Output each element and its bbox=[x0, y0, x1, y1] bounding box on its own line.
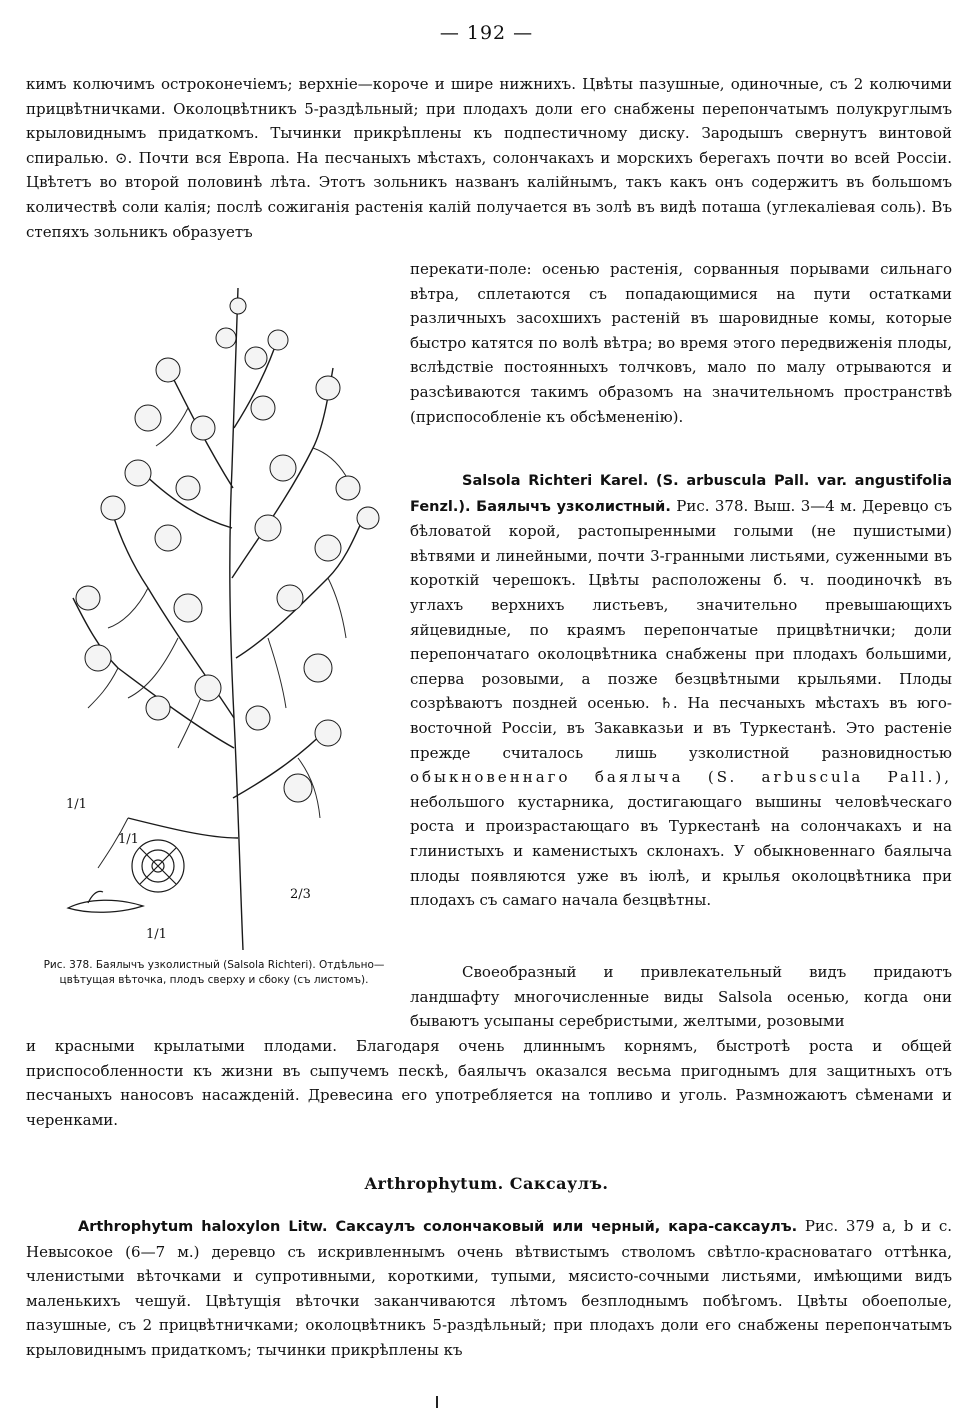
species-name-arthrophytum: Arthrophytum haloxylon Litw. Саксаулъ солончаковый или черный, кара-саксаулъ. bbox=[78, 1219, 798, 1235]
species-term-arbuscula: обыкновеннаго баялыча (S. arbuscula Pall.), bbox=[410, 768, 952, 787]
footer-mark bbox=[436, 1396, 438, 1408]
plant-illustration bbox=[28, 278, 400, 953]
paragraph-tumbleweed: перекати-поле: осенью растенія, сорванныя порывами сильнаго вѣтра, сплетаются съ попадающимися на пути остатками различныхъ засохшихъ растеній въ шаровидные комы, которые быстро катятся по волѣ вѣтра; во время этого передвиженія плоды, вслѣдствіе постоянныхъ толчковъ, мало по малу отрываются и разсѣиваются такимъ образомъ на значительномъ пространствѣ (приспособленіе къ обсѣмененію). bbox=[410, 260, 952, 426]
species-name-salsola-richteri: Salsola Richteri Karel. (S. arbuscula Pall. var. angustifolia Fenzl.). Баялычъ узколистный. bbox=[410, 473, 952, 515]
page-number: — 192 — bbox=[439, 22, 534, 44]
section-heading: Arthrophytum. Саксаулъ. bbox=[364, 1174, 609, 1193]
species-description-cont: небольшого кустарника, достигающаго вышины человѣческаго роста и произрастающаго въ Туркестанѣ на солончакахъ и на глинистыхъ и каменистыхъ склонахъ. У обыкновеннаго баялыча плоды появляются уже въ іюлѣ, и крылья околоцвѣтника при плодахъ съ самаго начала безцвѣтны. bbox=[410, 792, 952, 910]
figure-salsola-richteri bbox=[28, 278, 400, 953]
label-quarter-3: 1/1 bbox=[146, 927, 167, 942]
label-quarter-2: 1/1 bbox=[118, 832, 139, 847]
paragraph-salsola-richteri bbox=[410, 468, 952, 913]
paragraph-salsola-landscape: Своеобразный и привлекательный видъ придаютъ ландшафту многочисленные виды Salsola осенью, когда они бываютъ усыпаны серебристыми, желтыми, розовыми bbox=[410, 963, 952, 1031]
fruit-detail-side-view bbox=[68, 891, 143, 912]
label-quarter-1: 1/1 bbox=[66, 797, 87, 812]
fruit-detail-top-view bbox=[132, 840, 184, 892]
fruit-wings bbox=[76, 298, 379, 802]
paragraph-top: кимъ колючимъ остроконечіемъ; верхніе—короче и шире нижнихъ. Цвѣты пазушные, одиночные, съ 2 колючими прицвѣтничками. Околоцвѣтникъ 5-раздѣльный; при плодахъ доли его снабжены перепончатымъ полукруглымъ крыловиднымъ придаткомъ. Тычинки прикрѣплены къ подпестичному диску. Зародышъ свернутъ винтовой спиралью. ⊙. Почти вся Европа. На песчаныхъ мѣстахъ, солончакахъ и морскихъ берегахъ почти во всей Россіи. Цвѣтетъ во второй половинѣ лѣта. Этотъ зольникъ названъ калійнымъ, такъ какъ онъ содержитъ въ большомъ количествѣ соли калія; послѣ сожиганія растенія калій получается въ золѣ въ видѣ поташа (углекаліевая соль). Въ степяхъ зольникъ образуетъ bbox=[26, 75, 952, 241]
species-description: Рис. 378. Выш. 3—4 м. Деревцо съ бѣловатой корой, растопыренными голыми (не пушистыми) вѣтвями и линейными, почти 3-гранными листьями, суженными въ короткій черешокъ. Цвѣты расположены б. ч. поодиночкѣ въ углахъ верхнихъ листьевъ, значительно превышающихъ яйцевидные, по краямъ перепончатые прицвѣтнички; доли перепончатаго околоцвѣтника снабжены при плодахъ большими, сперва розовыми, а позже безцвѣтными крыльями. Плоды созрѣваютъ поздней осенью. ♄. На песчаныхъ мѣстахъ въ юго-восточной Россіи, въ Закавказьи и въ Туркестанѣ. Это растеніе прежде считалось лишь узколистной разновидностью bbox=[410, 496, 952, 762]
label-scale: 2/3 bbox=[290, 887, 311, 902]
arthrophytum-description: Рис. 379 a, b и c. Невысокое (6—7 м.) деревцо съ искривленнымъ очень вѣтвистымъ стволомъ свѣтло-красноватаго оттѣнка, членистыми вѣточками и супротивными, короткими, тупыми, мясисто-сочными листьями, имѣющими видъ маленькихъ чешуй. Цвѣтущія вѣточки заканчиваются лѣтомъ безплоднымъ побѣгомъ. Цвѣты обоеполые, пазушные, съ 2 прицвѣтничками; околоцвѣтникъ 5-раздѣльный; при плодахъ доли его снабжены перепончатымъ крыловиднымъ придаткомъ; тычинки прикрѣплены къ bbox=[26, 1217, 952, 1359]
paragraph-arthrophytum bbox=[26, 1214, 952, 1363]
figure-caption: Рис. 378. Баялычъ узколистный (Salsola Richteri). Отдѣльно—цвѣтущая вѣточка, плодъ сверху и сбоку (съ листомъ). bbox=[43, 959, 385, 986]
paragraph-full-width: и красными крылатыми плодами. Благодаря очень длиннымъ корнямъ, быстротѣ роста и общей приспособленности къ жизни въ сыпучемъ пескѣ, баялычъ оказался весьма пригоднымъ для защитныхъ отъ песчаныхъ наносовъ насажденій. Древесина его употребляется на топливо и уголь. Размножаютъ сѣменами и черенками. bbox=[26, 1037, 952, 1129]
